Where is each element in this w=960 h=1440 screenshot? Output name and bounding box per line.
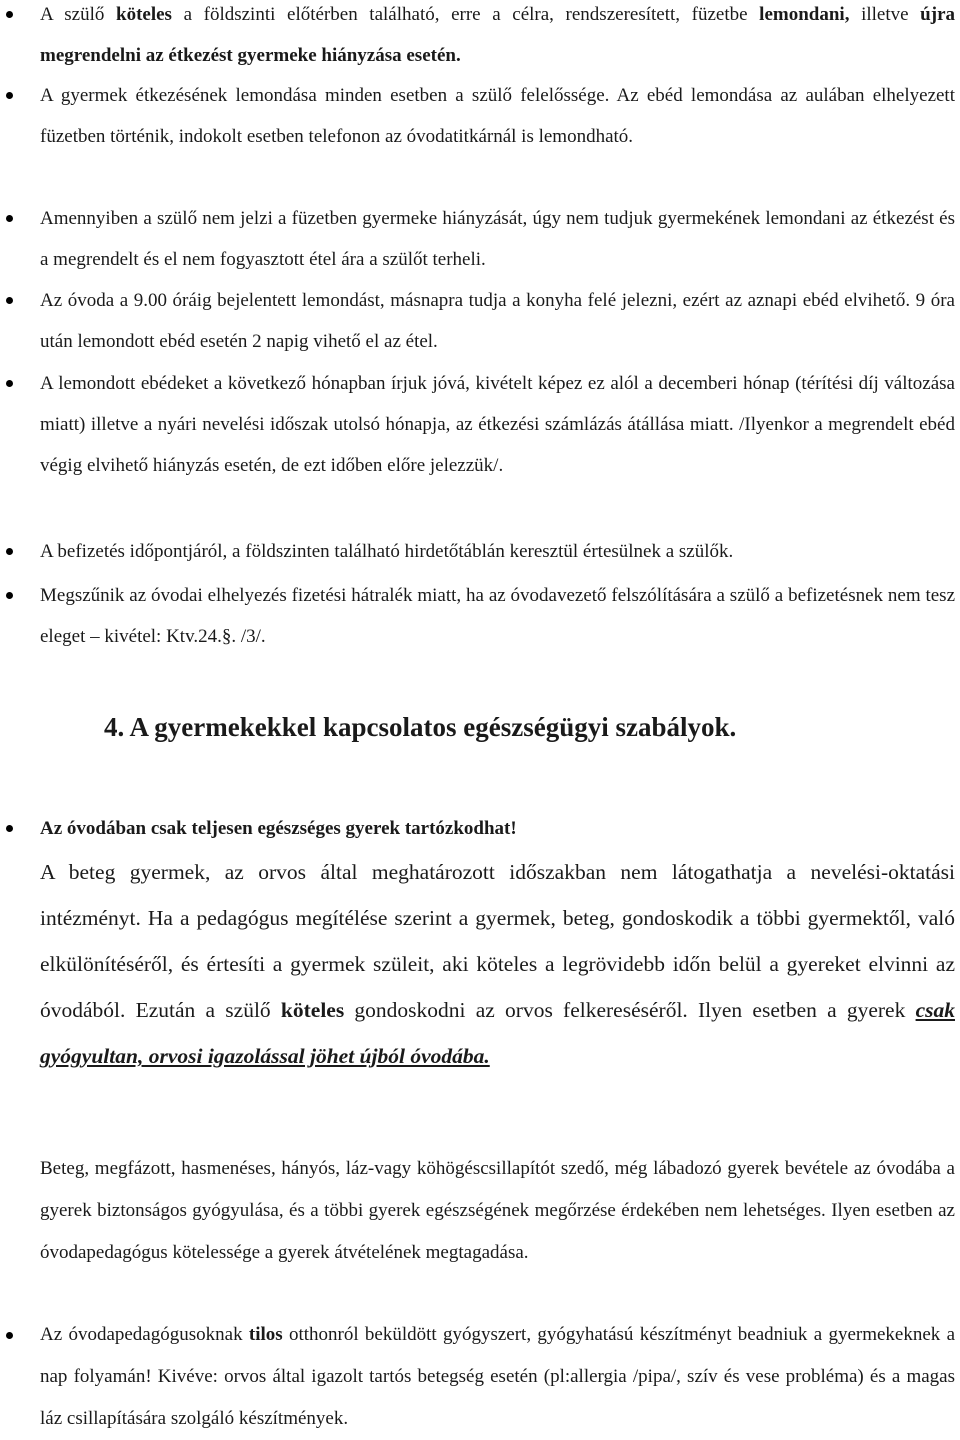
- list-item: [0, 808, 960, 849]
- paragraph-text: Megszűnik az óvodai elhelyezés fizetési hátralék miatt, ha az óvodavezető felszólítására a szülő a befizetésnek nem tesz eleget – kivétel: Ktv.24.§. /3/.: [40, 585, 955, 647]
- bold-text: újra megrendelni az étkezést gyermeke hiányzása esetén.: [40, 4, 955, 66]
- paragraph-text: illetve: [849, 4, 921, 25]
- bold-text: köteles: [280, 998, 345, 1022]
- paragraph-text: gondoskodni az orvos felkereséséről. Ilyen esetben a gyerek: [344, 998, 916, 1022]
- section-heading: 4. A gyermekekkel kapcsolatos egészségügyi szabályok.: [104, 712, 737, 742]
- paragraph-text: A gyermek étkezésének lemondása minden esetben a szülő felelőssége. Az ebéd lemondása az aulában elhelyezett füzetben történik, indokolt esetben telefonon az óvodatitkárnál is lemondható.: [40, 85, 955, 147]
- bold-text: tilos: [248, 1324, 283, 1345]
- list-item: [0, 75, 960, 157]
- paragraph-text: Amennyiben a szülő nem jelzi a füzetben gyermeke hiányzását, úgy nem tudjuk gyermekének lemondani az étkezést és a megrendelt és el nem fogyasztott étel ára a szülőt terheli.: [40, 208, 955, 270]
- bold-text: köteles: [116, 4, 172, 25]
- paragraph-text: Az óvodapedagógusoknak: [40, 1324, 249, 1345]
- paragraph-text: A befizetés időpontjáról, a földszinten található hirdetőtáblán keresztül értesülnek a szülők.: [40, 541, 734, 562]
- paragraph-text: Beteg, megfázott, hasmenéses, hányós, láz-vagy köhögéscsillapítót szedő, még lábadozó gyerek bevétele az óvodába a gyerek biztonságos gyógyulása, és a többi gyerek egészségének megőrzése érdekében nem lehetséges. Ilyen esetben az óvodapedagógus kötelessége a gyerek átvételének megtagadása.: [40, 1158, 955, 1263]
- paragraph: [0, 849, 960, 1079]
- paragraph-text: A lemondott ebédeket a következő hónapban írjuk jóvá, kivételt képez ez alól a decemberi hónap (térítési díj változása miatt) illetve a nyári nevelési időszak utolsó hónapja, az étkezési számlázás átállása miatt. /Ilyenkor a megrendelt ebéd végig elvihető hiányzás esetén, de ezt időben előre jelezzük/.: [40, 373, 955, 476]
- paragraph-text: Az óvoda a 9.00 óráig bejelentett lemondást, másnapra tudja a konyha felé jelezni, ezért az aznapi ebéd elvihető. 9 óra után lemondott ebéd esetén 2 napig vihető el az étel.: [40, 290, 955, 352]
- bold-text: lemondani,: [759, 4, 850, 25]
- list-item: [0, 0, 960, 76]
- list-item: [0, 198, 960, 280]
- paragraph-text: A szülő: [40, 4, 117, 25]
- emphasized-text: csak gyógyultan, orvosi igazolással jöhet újból óvodába.: [40, 998, 955, 1068]
- list-item: [0, 575, 960, 657]
- list-item: [0, 531, 960, 572]
- list-item: [0, 363, 960, 486]
- paragraph-text: A beteg gyermek, az orvos által meghatározott időszakban nem látogathatja a nevelési-oktatási intézményt. Ha a pedagógus megítélése szerint a gyermek, beteg, gondoskodik a többi gyermektől, való elkülönítéséről, és értesíti a gyermek szüleit, aki köteles a legrövidebb időn belül a gyereket elvinni az óvodából. Ezután a szülő: [40, 860, 955, 1022]
- paragraph: [0, 1148, 960, 1274]
- paragraph-text: a földszinti előtérben található, erre a célra, rendszeresített, füzetbe: [171, 4, 760, 25]
- list-item: [0, 280, 960, 362]
- paragraph-text: otthonról beküldött gyógyszert, gyógyhatású készítményt beadniuk a gyermekeknek a nap folyamán! Kivéve: orvos által igazolt tartós betegség esetén (pl:allergia /pipa/, szív és vese probléma) és a magas láz csillapítására szolgáló készítmények.: [40, 1324, 956, 1429]
- list-item: [0, 1314, 960, 1440]
- bold-text: Az óvodában csak teljesen egészséges gyerek tartózkodhat!: [40, 818, 517, 839]
